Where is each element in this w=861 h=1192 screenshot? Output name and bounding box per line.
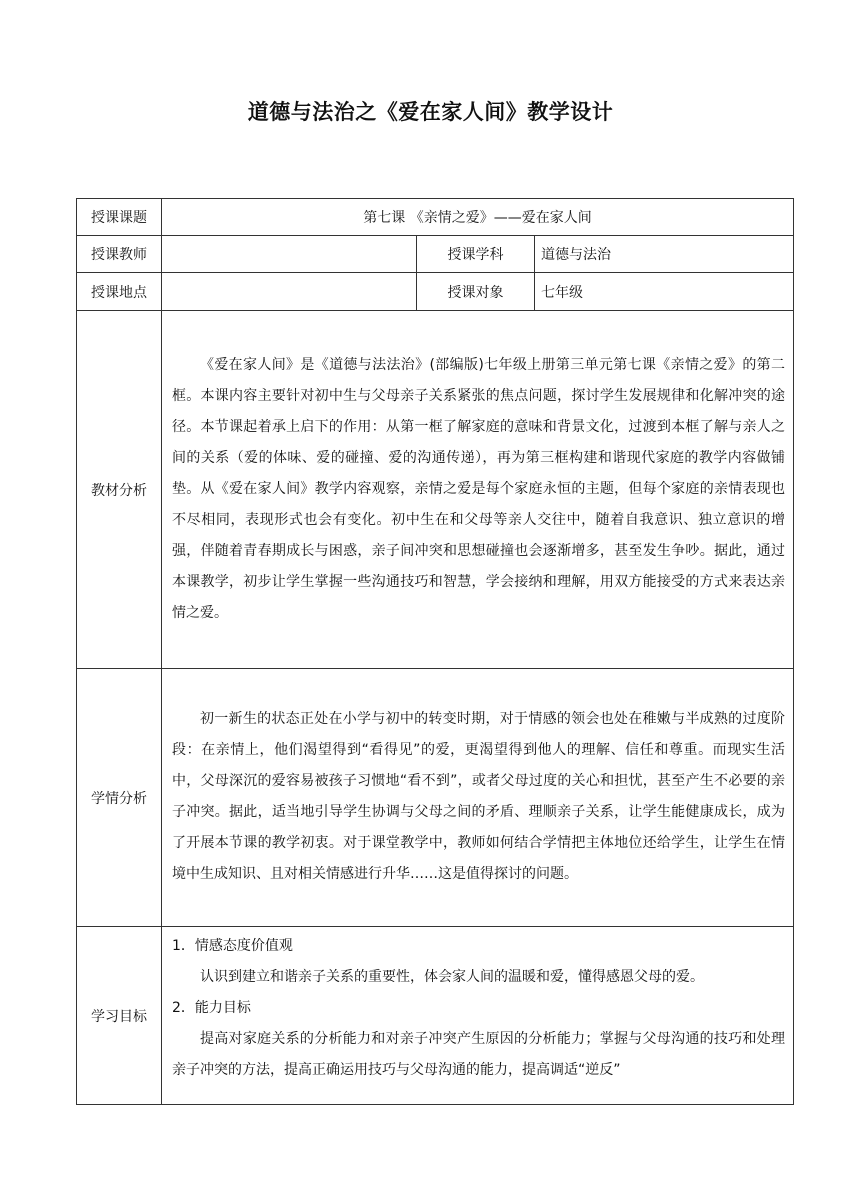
teacher-label: 授课教师 — [77, 236, 162, 273]
goals-label: 学习目标 — [77, 927, 162, 1105]
students-text: 初一新生的状态正处在小学与初中的转变时期，对于情感的领会也处在稚嫩与半成熟的过度阶段：在亲情上，他们渴望得到“看得见”的爱，更渴望得到他人的理解、信任和尊重。而现实生活中，父母深沉的爱容易被孩子习惯地“看不到”，或者父母过度的关心和担忧，甚至产生不必要的亲子冲突。据此，适当地引导学生协调与父母之间的矛盾、理顺亲子关系，让学生能健康成长，成为了开展本节课的教学初衷。对于课堂教学中，教师如何结合学情把主体地位还给学生，让学生在情境中生成知识、且对相关情感进行升华……这是值得探讨的问题。 — [172, 711, 785, 882]
topic-label: 授课课题 — [77, 199, 162, 236]
material-text: 《爱在家人间》是《道德与法法治》(部编版)七年级上册第三单元第七课《亲情之爱》的第二框。本课内容主要针对初中生与父母亲子关系紧张的焦点问题，探讨学生发展规律和化解冲突的途径。本节课起着承上启下的作用：从第一框了解家庭的意味和背景文化，过渡到本框了解与亲人之间的关系（爱的体味、爱的碰撞、爱的沟通传递），再为第三框构建和谐现代家庭的教学内容做铺垫。从《爱在家人间》教学内容观察，亲情之爱是每个家庭永恒的主题，但每个家庭的亲情表现也不尽相同，表现形式也会有变化。初中生在和父母等亲人交往中，随着自我意识、独立意识的增强，伴随着青春期成长与困惑，亲子间冲突和思想碰撞也会逐渐增多，甚至发生争吵。据此，通过本课教学，初步让学生掌握一些沟通技巧和智慧，学会接纳和理解，用双方能接受的方式来表达亲情之爱。 — [172, 356, 785, 621]
row-material — [77, 311, 794, 669]
document-title: 道德与法治之《爱在家人间》教学设计 — [247, 100, 614, 124]
goal-2-text: 提高对家庭关系的分析能力和对亲子冲突产生原因的分析能力；掌握与父母沟通的技巧和处理亲子冲突的方法，提高正确运用技巧与父母沟通的能力，提高调适“逆反” — [172, 1031, 785, 1078]
goal-1-text: 认识到建立和谐亲子关系的重要性，体会家人间的温暖和爱，懂得感恩父母的爱。 — [200, 969, 704, 985]
row-teacher — [77, 236, 794, 273]
audience-value: 七年级 — [535, 273, 794, 311]
subject-label: 授课学科 — [417, 236, 535, 273]
goal-2-heading: 2．能力目标 — [172, 1000, 251, 1016]
students-label: 学情分析 — [77, 669, 162, 927]
place-label: 授课地点 — [77, 273, 162, 311]
material-label: 教材分析 — [77, 311, 162, 669]
subject-value: 道德与法治 — [535, 236, 794, 273]
students-cell — [162, 669, 794, 927]
row-topic — [77, 199, 794, 236]
topic-value: 第七课 《亲情之爱》——爱在家人间 — [162, 199, 794, 236]
place-value — [162, 273, 417, 311]
row-students — [77, 669, 794, 927]
goals-cell — [162, 927, 794, 1105]
row-place — [77, 273, 794, 311]
row-goals — [77, 927, 794, 1105]
teacher-value — [162, 236, 417, 273]
goal-1-heading: 1．情感态度价值观 — [172, 938, 293, 954]
lesson-plan-table — [76, 198, 794, 1105]
audience-label: 授课对象 — [417, 273, 535, 311]
material-cell — [162, 311, 794, 669]
